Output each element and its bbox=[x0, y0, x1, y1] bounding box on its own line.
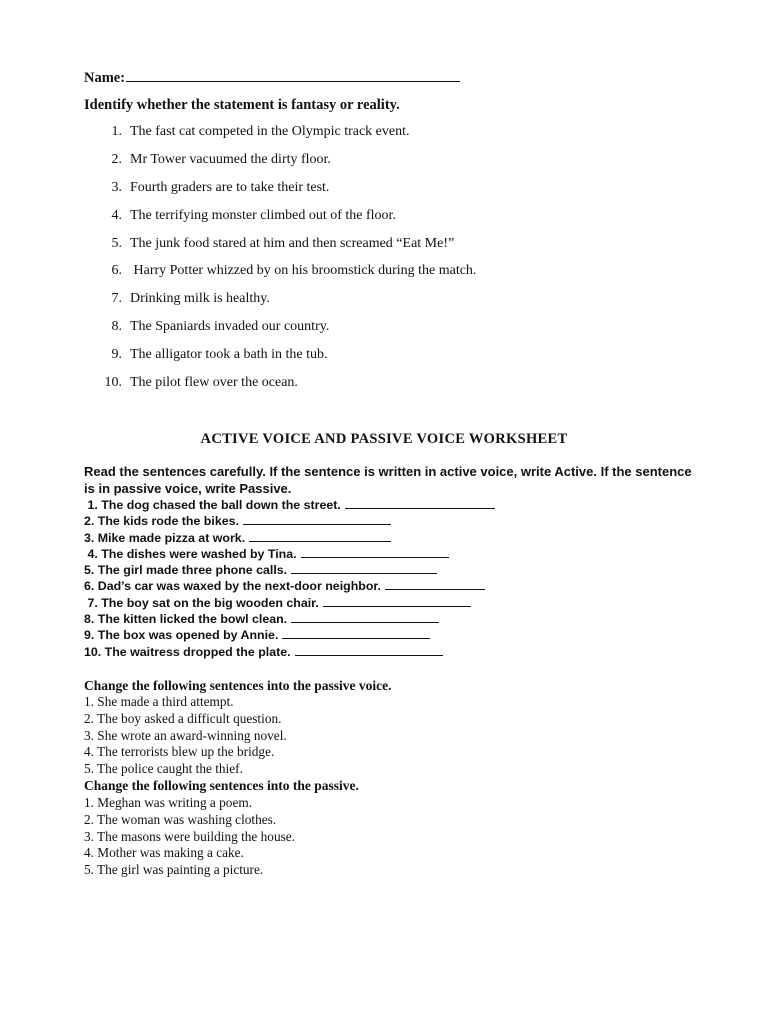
passive-section-title: Change the following sentences into the passive. bbox=[84, 778, 359, 793]
list-item bbox=[84, 562, 495, 578]
answer-blank[interactable] bbox=[323, 595, 471, 607]
item-text: 4. The dishes were washed by Tina. bbox=[84, 546, 297, 561]
item-text: The Spaniards invaded our country. bbox=[130, 319, 330, 335]
list-item bbox=[90, 180, 476, 208]
answer-blank[interactable] bbox=[345, 497, 495, 509]
list-item bbox=[90, 347, 476, 375]
list-item bbox=[84, 595, 495, 611]
item-text: 8. The kitten licked the bowl clean. bbox=[84, 612, 288, 627]
list-item bbox=[84, 546, 495, 562]
item-text: 2. The kids rode the bikes. bbox=[84, 514, 239, 529]
answer-blank[interactable] bbox=[249, 530, 391, 542]
item-number: 5. bbox=[111, 235, 122, 251]
item-text: The pilot flew over the ocean. bbox=[130, 375, 298, 391]
name-label: Name: bbox=[84, 70, 126, 86]
answer-blank[interactable] bbox=[301, 546, 449, 558]
list-item: 4. The terrorists blew up the bridge. bbox=[84, 744, 275, 760]
item-number: 9. bbox=[111, 347, 122, 363]
list-item bbox=[90, 375, 476, 403]
item-text: The alligator took a bath in the tub. bbox=[130, 347, 328, 363]
item-text: Harry Potter whizzed by on his broomstick during the match. bbox=[130, 263, 477, 279]
item-text: 5. The girl made three phone calls. bbox=[84, 563, 288, 578]
item-text: 7. The boy sat on the big wooden chair. bbox=[84, 595, 319, 610]
list-item bbox=[90, 263, 476, 291]
item-text: 10. The waitress dropped the plate. bbox=[84, 644, 291, 659]
list-item bbox=[84, 513, 495, 529]
list-item: 5. The girl was painting a picture. bbox=[84, 862, 264, 878]
item-number: 4. bbox=[111, 207, 122, 223]
list-item bbox=[90, 291, 476, 319]
list-item: 3. She wrote an award-winning novel. bbox=[84, 727, 287, 743]
item-text: The terrifying monster climbed out of the floor. bbox=[130, 207, 396, 223]
answer-blank[interactable] bbox=[291, 611, 439, 623]
list-item bbox=[84, 497, 495, 513]
name-blank-line[interactable] bbox=[126, 67, 460, 82]
fantasy-reality-list bbox=[90, 124, 476, 403]
worksheet-title: ACTIVE VOICE AND PASSIVE VOICE WORKSHEET bbox=[200, 431, 568, 447]
item-text: Mr Tower vacuumed the dirty floor. bbox=[130, 151, 331, 167]
list-item: 4. Mother was making a cake. bbox=[84, 845, 244, 861]
item-number: 6. bbox=[111, 263, 122, 279]
list-item bbox=[90, 208, 476, 236]
fantasy-reality-instruction: Identify whether the statement is fantasy or reality. bbox=[84, 97, 400, 113]
item-number: 1. bbox=[111, 124, 122, 139]
answer-blank[interactable] bbox=[385, 578, 485, 590]
list-item bbox=[90, 319, 476, 347]
item-text: 3. Mike made pizza at work. bbox=[84, 530, 246, 545]
item-number: 3. bbox=[111, 179, 122, 195]
item-text: The junk food stared at him and then screamed “Eat Me!” bbox=[130, 235, 455, 251]
answer-blank[interactable] bbox=[295, 644, 443, 656]
list-item: 1. Meghan was writing a poem. bbox=[84, 795, 253, 810]
item-number: 8. bbox=[111, 319, 122, 335]
item-number: 10. bbox=[104, 375, 122, 391]
item-text: Drinking milk is healthy. bbox=[130, 291, 270, 307]
list-item bbox=[90, 152, 476, 180]
answer-blank[interactable] bbox=[291, 562, 437, 574]
list-item bbox=[84, 627, 495, 643]
list-item: 2. The woman was washing clothes. bbox=[84, 811, 277, 827]
active-passive-list bbox=[84, 497, 495, 660]
item-text: 1. The dog chased the ball down the street. bbox=[84, 498, 341, 512]
list-item bbox=[90, 124, 476, 152]
item-number: 7. bbox=[111, 291, 122, 307]
answer-blank[interactable] bbox=[282, 627, 430, 639]
list-item: 5. The police caught the thief. bbox=[84, 761, 243, 777]
list-item: 3. The masons were building the house. bbox=[84, 828, 295, 844]
list-item bbox=[84, 578, 495, 594]
item-text: The fast cat competed in the Olympic track event. bbox=[130, 124, 410, 139]
passive-voice-list bbox=[84, 694, 287, 778]
item-number: 2. bbox=[111, 151, 122, 167]
passive-list bbox=[84, 795, 295, 879]
name-field-row bbox=[84, 67, 460, 87]
active-passive-instruction: Read the sentences carefully. If the sentence is written in active voice, write Active. If the sentence is in passive voice, write Passive. bbox=[84, 464, 692, 496]
answer-blank[interactable] bbox=[243, 513, 391, 525]
item-text: 6. Dad’s car was waxed by the next-door neighbor. bbox=[84, 579, 381, 594]
item-text: 9. The box was opened by Annie. bbox=[84, 628, 279, 643]
list-item bbox=[90, 236, 476, 264]
list-item bbox=[84, 644, 495, 660]
list-item: 2. The boy asked a difficult question. bbox=[84, 710, 282, 726]
item-text: Fourth graders are to take their test. bbox=[130, 179, 330, 195]
list-item bbox=[84, 611, 495, 627]
passive-voice-section-title: Change the following sentences into the passive voice. bbox=[84, 678, 392, 693]
list-item bbox=[84, 530, 495, 546]
list-item: 1. She made a third attempt. bbox=[84, 694, 234, 709]
